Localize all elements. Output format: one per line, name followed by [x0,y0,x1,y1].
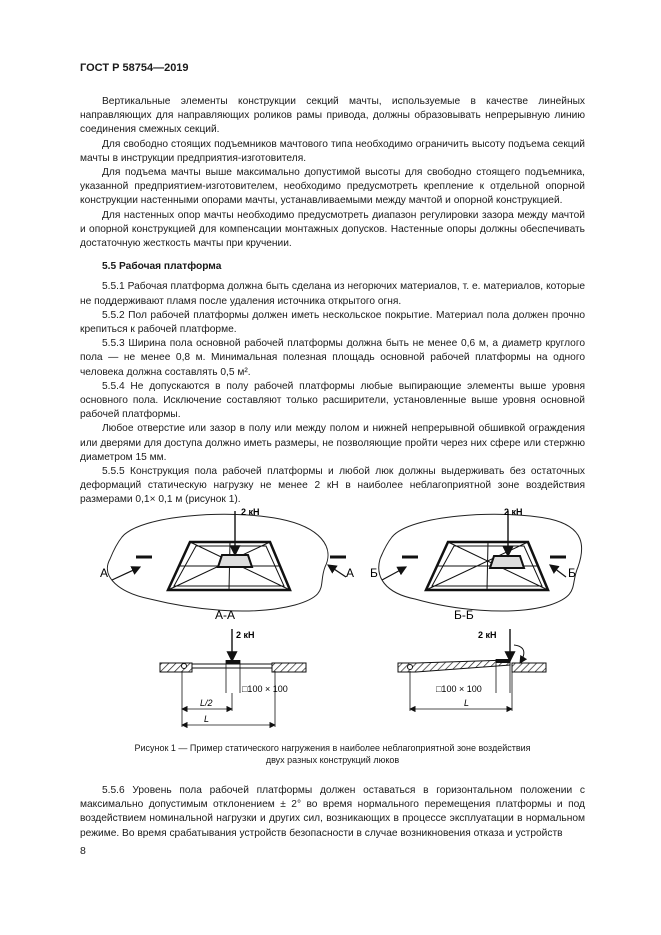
paragraph: Любое отверстие или зазор в полу или между полом и нижней непрерывной обшивкой ограждения или дверями для доступа должно иметь размеры, не позволяющие пройти через них сфере или стержню диаметром 15 мм. [80,423,585,463]
section-letter-a-right: А [346,566,355,580]
length-label-b: L [464,698,470,708]
section-view-a [160,629,306,727]
paragraph: Вертикальные элементы конструкции секций мачты, используемые в качестве линейных направляющих для направляющих роликов рамы привода, должны образовывать непрерывную линию соединения смежных секций. [80,96,585,136]
paragraph: Для настенных опор мачты необходимо предусмотреть диапазон регулировки зазора между мачтой и опорной конструкцией для компенсации монтажных допусков. Настенные опоры должны обеспечивать достаточную жесткость мачты при кручении. [80,209,585,250]
section-title-b: Б-Б [454,608,474,622]
load-label-a: 2 кН [241,507,260,517]
page-number: 8 [80,845,86,857]
figure-caption [80,742,585,766]
section-view-b [398,629,546,711]
half-length-label: L/2 [200,698,213,708]
paragraph: 5.5.5 Конструкция пола рабочей платформы и любой люк должны выдерживать без остаточных деформаций статическую нагрузку не менее 2 кН в наиболее неблагоприятной зоне воздействия размерами 0,1× 0,1 м (рисунок 1). [80,466,585,506]
length-label-a: L [204,714,210,724]
continued-text [80,784,585,841]
section-letter-a-left: А [100,566,109,580]
top-view-a [100,507,354,622]
area-label-b: □100 × 100 [436,684,482,694]
top-view-b [370,507,582,622]
paragraph: 5.5.4 Не допускаются в полу рабочей платформы любые выпирающие элементы выше уровня основного пола. Исключение составляют только расширители, установленные выше уровня основной рабочей платформы. [80,380,585,421]
paragraph: Для подъема мачты выше максимально допустимой высоты для свободно стоящего подъемника, указанной предприятием-изготовителем, необходимо предусмотреть крепление к отдельной опорной конструкции настенными опорами мачты, устанавливаемыми между мачтой и опорной конструкцией. [80,167,585,207]
load-label-b: 2 кН [504,507,523,517]
section-letter-b-left: Б [370,566,378,580]
load-label-section-a: 2 кН [236,630,255,640]
document-header: ГОСТ Р 58754—2019 [80,62,189,74]
paragraph: 5.5.2 Пол рабочей платформы должен иметь нескольское покрытие. Материал пола должен прочно крепиться к рабочей платформе. [80,309,585,336]
section-title: 5.5 Рабочая платформа [102,261,222,273]
paragraph: 5.5.6 Уровень пола рабочей платформы должен оставаться в горизонтальном положении с максимально допустимым отклонением ± 2° во время нормального перемещения платформы и под воздействием номинальной нагрузки и других сил, возникающих в процессе эксплуатации в нормальном режиме. Во время срабатывания устройств безопасности в случае возникновения отказа и устройств [80,785,585,839]
paragraph: Для свободно стоящих подъемников мачтового типа необходимо ограничить высоту подъема секций мачты в инструкции предприятия-изготовителя. [80,138,585,164]
area-label-a: □100 × 100 [242,684,288,694]
section-title-a: А-А [215,608,236,622]
load-label-section-b: 2 кН [478,630,497,640]
caption-line-1: Рисунок 1 — Пример статического нагружения в наиболее неблагоприятной зоне воздействия [134,743,531,753]
section-letter-b-right: Б [568,566,576,580]
paragraph: 5.5.3 Ширина пола основной рабочей платформы должна быть не менее 0,6 м, а диаметр круглого пола — не менее 0,8 м. Минимальная полезная площадь основной рабочей платформы на одного человека должна составлять 0,5 м². [80,338,585,378]
paragraph: 5.5.1 Рабочая платформа должна быть сделана из негорючих материалов, т. е. материалов, которые не поддерживают пламя после удаления источника открытого огня. [80,281,585,307]
main-text [80,95,585,508]
figure-drawing [80,497,585,737]
caption-line-2: двух разных конструкций люков [265,755,400,765]
figure-1 [80,497,585,737]
